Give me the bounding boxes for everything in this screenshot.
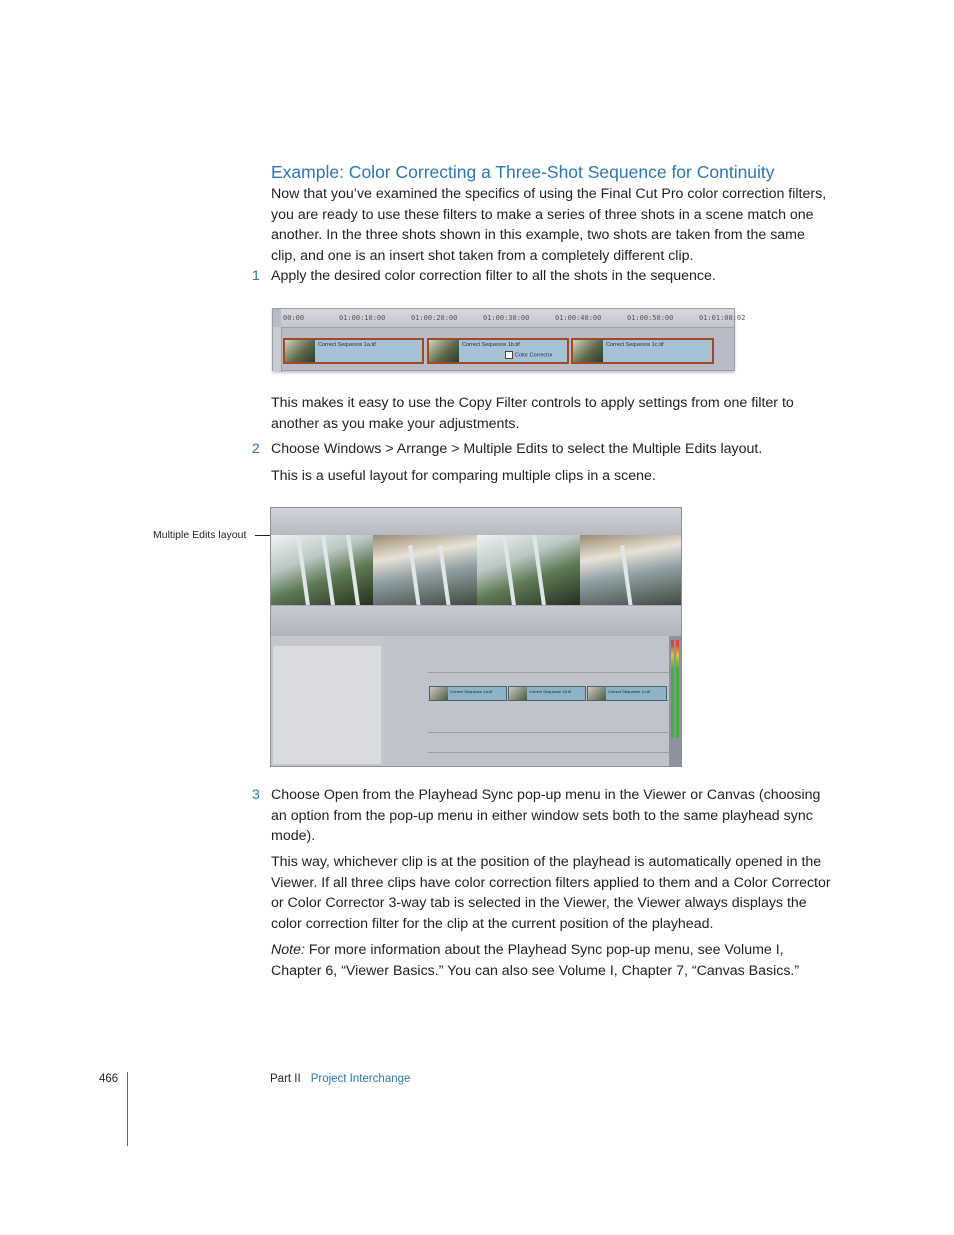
step-3-number: 3 [252,787,260,803]
timeline-clip[interactable] [508,686,586,701]
track-header [273,327,282,372]
step-1-number: 1 [252,268,260,284]
note-text: For more information about the Playhead Sync pop-up menu, see Volume I, Chapter 6, “Viewer Basics.” You can also see Volume I, Chapter 7, “Canvas Basics.” [271,942,800,979]
figure-callout: Multiple Edits layout [153,529,247,541]
clip-thumbnail [588,687,606,700]
clip-label: Correct Sequence 1b.tif [462,342,520,348]
browser-window [271,636,385,767]
timecode: 00:00 [283,314,305,322]
filter-label: Color Corrector [515,352,553,359]
timecode: 01:00:10:00 [339,314,386,322]
footer-part [270,1073,410,1085]
audio-meter [669,636,681,767]
video-frame [477,535,581,605]
timeline-track [428,716,669,733]
step-2-text: Choose Windows > Arrange > Multiple Edits to select the Multiple Edits layout. [271,441,763,457]
clip-label: Correct Sequence 1a.tif [450,689,493,694]
browser-list[interactable] [273,646,381,764]
timeline-figure [272,308,746,371]
footer-divider [127,1072,128,1146]
note-label: Note: [271,942,305,958]
step-2-number: 2 [252,441,260,457]
timecode: 01:00:40:00 [555,314,602,322]
canvas-title-bar [580,508,682,535]
callout-line [255,535,271,536]
page-number: 466 [99,1073,119,1085]
step-3-text: Choose Open from the Playhead Sync pop-up menu in the Viewer or Canvas (choosing an option from the pop-up menu in either window sets both to the same playhead sync mode). [271,787,821,844]
clip-label: Correct Sequence 1a.tif [318,342,376,348]
timecode: 01:00:50:00 [627,314,674,322]
color-corrector-filter[interactable] [505,351,553,359]
clip-thumbnail [429,340,459,362]
timeline-track [428,656,669,673]
timeline-clip[interactable] [571,338,714,364]
multiple-edits-screenshot [270,507,682,767]
timecode: 01:00:30:00 [483,314,530,322]
body-paragraph: This is a useful layout for comparing multiple clips in a scene. [271,468,656,484]
step-1-text: Apply the desired color correction filter to all the shots in the sequence. [271,268,716,284]
timeline-clip[interactable] [283,338,424,364]
part-label: Part II [270,1073,301,1085]
intro-paragraph: Now that you’ve examined the specifics of using the Final Cut Pro color correction filters, you are ready to use these filters to make a series of three shots in a scene match one another. In the three shots shown in this example, two shots are taken from the same clip, and one is an insert shot taken from a completely different clip. [271,186,827,264]
timeline-ruler [281,309,746,328]
clip-thumbnail [509,687,527,700]
clip-label: Correct Sequence 1c.tif [608,689,650,694]
clip-thumbnail [430,687,448,700]
viewer-controls[interactable] [373,606,478,636]
part-title: Project Interchange [310,1073,411,1085]
timeline-window [384,636,682,767]
timecode: 01:00:20:00 [411,314,458,322]
video-frame [373,535,478,605]
clip-label: Correct Sequence 1b.tif [529,689,572,694]
body-paragraph: This makes it easy to use the Copy Filter controls to apply settings from one filter to another as you make your adjustments. [271,395,794,432]
body-paragraph: This way, whichever clip is at the position of the playhead is automatically opened in the Viewer. If all three clips have color correction filters applied to them and a Color Corrector or Color Corrector 3-way tab is selected in the Viewer, the Viewer always displays the color correction filter for the clip at the current position of the playhead. [271,854,831,932]
video-frame [580,535,682,605]
viewer-title-bar [271,508,374,535]
clip-thumbnail [285,340,315,362]
video-frame [271,535,374,605]
section-heading: Example: Color Correcting a Three-Shot Sequence for Continuity [271,162,775,182]
timeline-clip[interactable] [429,686,507,701]
viewer-transport-controls[interactable] [271,606,374,636]
timeline-track [428,736,669,753]
canvas-title-bar [477,508,581,535]
note-paragraph [271,940,831,981]
timecode: 01:01:00:02 [699,314,746,322]
canvas-transport-controls[interactable] [477,606,581,636]
timeline-clip[interactable] [427,338,569,364]
viewer-title-bar [373,508,478,535]
canvas-controls[interactable] [580,606,682,636]
filter-checkbox[interactable] [505,351,513,359]
clip-label: Correct Sequence 1c.tif [606,342,664,348]
clip-thumbnail [573,340,603,362]
timeline-clip[interactable] [587,686,667,701]
